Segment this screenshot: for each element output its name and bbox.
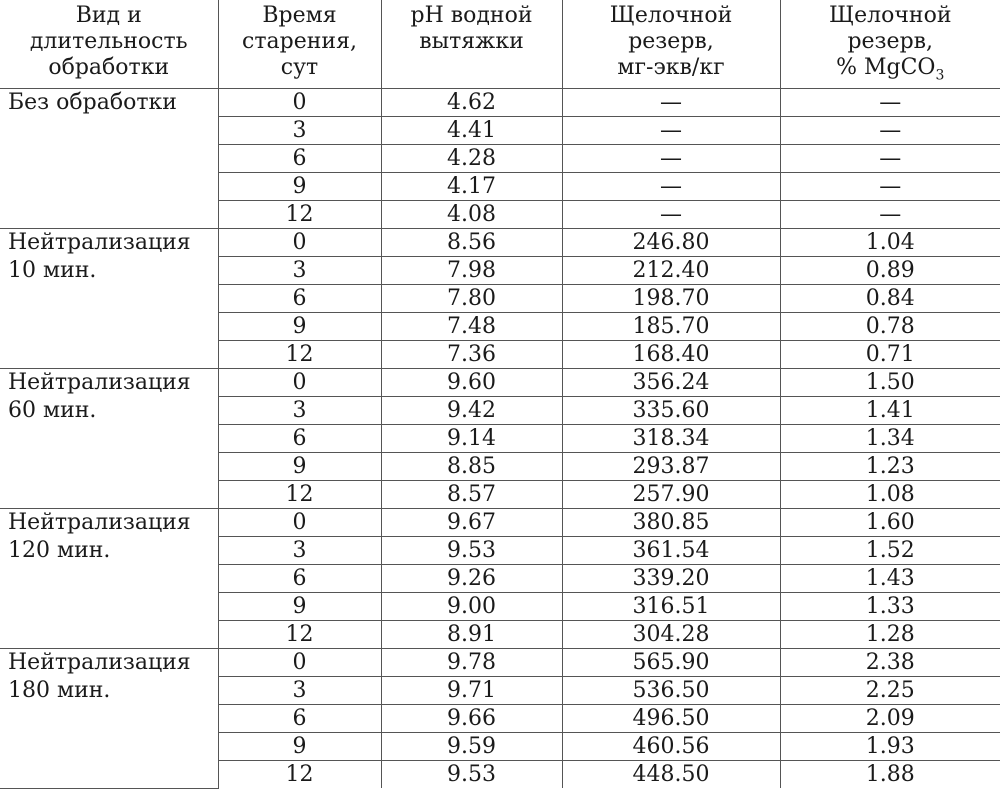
ph-cell: 4.41: [381, 117, 562, 145]
ph-cell: 8.56: [381, 229, 562, 257]
aging-time-cell: 3: [218, 257, 381, 285]
reserve-mg-cell: 246.80: [562, 229, 780, 257]
table-body: [0, 89, 1000, 789]
ph-cell: 9.00: [381, 593, 562, 621]
ph-cell: 9.67: [381, 509, 562, 537]
table-row: [0, 89, 1000, 117]
ph-cell: 8.91: [381, 621, 562, 649]
aging-time-cell: 9: [218, 313, 381, 341]
reserve-mg-cell: 257.90: [562, 481, 780, 509]
ph-cell: 9.26: [381, 565, 562, 593]
reserve-mg-cell: 380.85: [562, 509, 780, 537]
reserve-pct-cell: 2.09: [780, 705, 1000, 733]
reserve-pct-cell: 1.60: [780, 509, 1000, 537]
reserve-pct-cell: 0.84: [780, 285, 1000, 313]
reserve-mg-cell: 198.70: [562, 285, 780, 313]
reserve-pct-cell: 1.04: [780, 229, 1000, 257]
reserve-mg-cell: 536.50: [562, 677, 780, 705]
reserve-pct-cell: —: [780, 89, 1000, 117]
treatment-label: Нейтрализация 60 мин.: [0, 369, 218, 509]
aging-time-cell: 3: [218, 537, 381, 565]
table-row: [0, 509, 1000, 537]
reserve-mg-cell: 361.54: [562, 537, 780, 565]
aging-time-cell: 12: [218, 201, 381, 229]
reserve-mg-cell: 335.60: [562, 397, 780, 425]
table-row: [0, 369, 1000, 397]
ph-cell: 4.08: [381, 201, 562, 229]
reserve-pct-cell: 1.41: [780, 397, 1000, 425]
aging-time-cell: 0: [218, 509, 381, 537]
aging-time-cell: 6: [218, 145, 381, 173]
aging-time-cell: 9: [218, 453, 381, 481]
ph-cell: 4.17: [381, 173, 562, 201]
ph-cell: 9.42: [381, 397, 562, 425]
aging-time-cell: 6: [218, 705, 381, 733]
ph-cell: 9.53: [381, 537, 562, 565]
reserve-mg-cell: 565.90: [562, 649, 780, 677]
reserve-mg-cell: 496.50: [562, 705, 780, 733]
reserve-pct-cell: 1.08: [780, 481, 1000, 509]
ph-cell: 9.78: [381, 649, 562, 677]
reserve-mg-cell: 212.40: [562, 257, 780, 285]
reserve-pct-cell: —: [780, 173, 1000, 201]
aging-time-cell: 12: [218, 761, 381, 789]
reserve-pct-cell: 1.33: [780, 593, 1000, 621]
reserve-pct-cell: 0.78: [780, 313, 1000, 341]
aging-time-cell: 3: [218, 117, 381, 145]
reserve-pct-cell: 1.52: [780, 537, 1000, 565]
reserve-pct-cell: 0.89: [780, 257, 1000, 285]
aging-time-cell: 0: [218, 369, 381, 397]
treatment-label: Без обработки: [0, 89, 218, 229]
table-row: [0, 229, 1000, 257]
ph-cell: 4.62: [381, 89, 562, 117]
reserve-mg-cell: 316.51: [562, 593, 780, 621]
aging-time-cell: 3: [218, 677, 381, 705]
ph-cell: 9.60: [381, 369, 562, 397]
reserve-pct-cell: 1.43: [780, 565, 1000, 593]
header-reserve-mg: Щелочной резерв, мг-экв/кг: [562, 0, 780, 89]
ph-cell: 7.36: [381, 341, 562, 369]
ph-cell: 7.98: [381, 257, 562, 285]
reserve-mg-cell: 168.40: [562, 341, 780, 369]
reserve-pct-cell: —: [780, 117, 1000, 145]
reserve-pct-cell: 1.50: [780, 369, 1000, 397]
ph-cell: 7.80: [381, 285, 562, 313]
reserve-pct-cell: 2.38: [780, 649, 1000, 677]
treatment-label: Нейтрализация 180 мин.: [0, 649, 218, 789]
reserve-mg-cell: 185.70: [562, 313, 780, 341]
aging-time-cell: 9: [218, 733, 381, 761]
reserve-pct-cell: 2.25: [780, 677, 1000, 705]
reserve-mg-cell: 318.34: [562, 425, 780, 453]
aging-time-cell: 12: [218, 621, 381, 649]
ph-cell: 4.28: [381, 145, 562, 173]
aging-time-cell: 3: [218, 397, 381, 425]
reserve-pct-cell: 1.28: [780, 621, 1000, 649]
reserve-pct-cell: —: [780, 201, 1000, 229]
aging-time-cell: 12: [218, 481, 381, 509]
aging-time-cell: 12: [218, 341, 381, 369]
reserve-pct-cell: 1.93: [780, 733, 1000, 761]
reserve-mg-cell: 293.87: [562, 453, 780, 481]
ph-cell: 9.14: [381, 425, 562, 453]
aging-time-cell: 6: [218, 425, 381, 453]
header-reserve-pct: Щелочной резерв, % MgCO$_3$: [780, 0, 1000, 89]
ph-cell: 9.66: [381, 705, 562, 733]
aging-time-cell: 0: [218, 649, 381, 677]
aging-time-cell: 9: [218, 173, 381, 201]
reserve-mg-cell: —: [562, 145, 780, 173]
reserve-pct-cell: 1.34: [780, 425, 1000, 453]
reserve-pct-cell: 1.88: [780, 761, 1000, 789]
reserve-mg-cell: 304.28: [562, 621, 780, 649]
aging-time-cell: 0: [218, 89, 381, 117]
header-aging-time: Время старения, сут: [218, 0, 381, 89]
aging-time-cell: 0: [218, 229, 381, 257]
header-row: [0, 0, 1000, 89]
reserve-pct-cell: —: [780, 145, 1000, 173]
treatment-label: Нейтрализация 120 мин.: [0, 509, 218, 649]
reserve-mg-cell: —: [562, 173, 780, 201]
reserve-mg-cell: —: [562, 117, 780, 145]
reserve-mg-cell: —: [562, 89, 780, 117]
reserve-mg-cell: 460.56: [562, 733, 780, 761]
reserve-mg-cell: 339.20: [562, 565, 780, 593]
ph-cell: 8.85: [381, 453, 562, 481]
reserve-pct-cell: 0.71: [780, 341, 1000, 369]
ph-cell: 8.57: [381, 481, 562, 509]
header-ph: pH водной вытяжки: [381, 0, 562, 89]
ph-cell: 9.71: [381, 677, 562, 705]
reserve-mg-cell: —: [562, 201, 780, 229]
header-treatment: Вид и длительность обработки: [0, 0, 218, 89]
reserve-mg-cell: 448.50: [562, 761, 780, 789]
treatment-label: Нейтрализация 10 мин.: [0, 229, 218, 369]
table-row: [0, 649, 1000, 677]
ph-cell: 9.53: [381, 761, 562, 789]
aging-time-cell: 9: [218, 593, 381, 621]
aging-time-cell: 6: [218, 565, 381, 593]
ph-cell: 7.48: [381, 313, 562, 341]
ph-cell: 9.59: [381, 733, 562, 761]
reserve-pct-cell: 1.23: [780, 453, 1000, 481]
aging-time-cell: 6: [218, 285, 381, 313]
reserve-mg-cell: 356.24: [562, 369, 780, 397]
